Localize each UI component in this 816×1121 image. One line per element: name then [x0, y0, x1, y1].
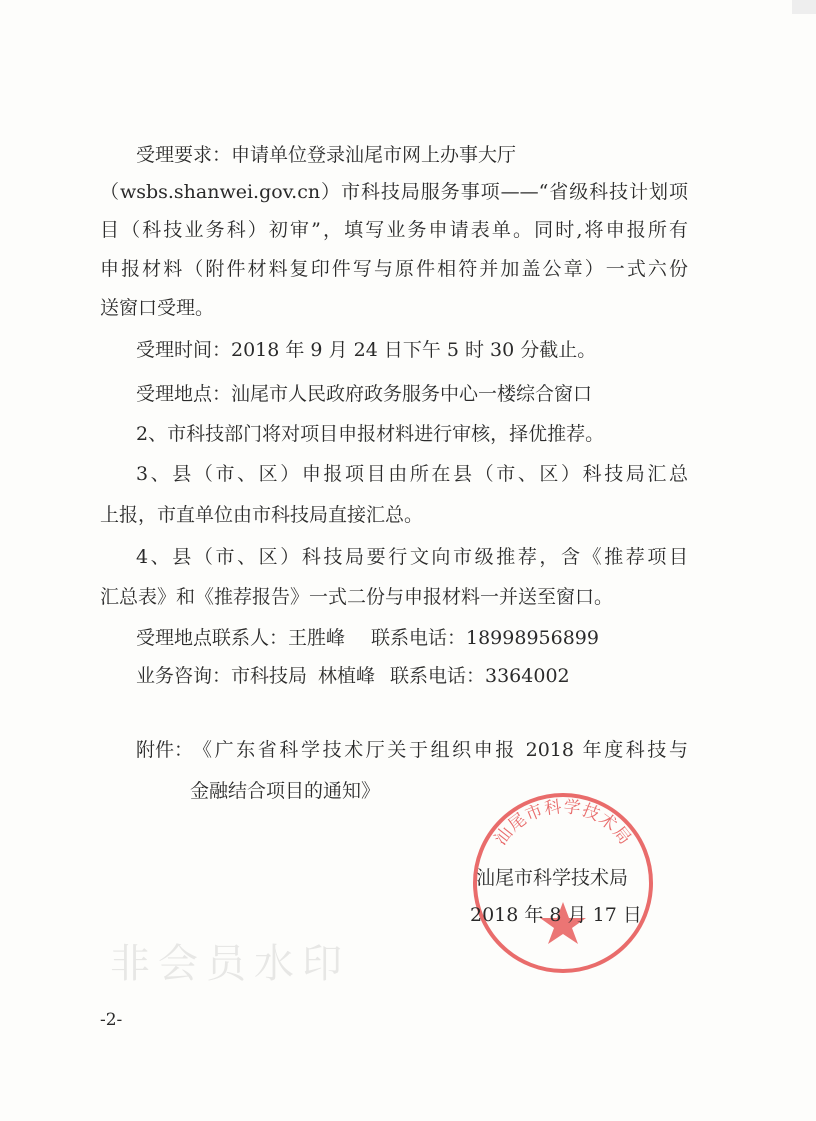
text-line: 受理地点：汕尾市人民政府政务服务中心一楼综合窗口	[136, 383, 593, 405]
attachment-label: 附件：	[136, 739, 194, 761]
text-line: 受理时间：2018 年 9 月 24 日下午 5 时 30 分截止。	[136, 339, 597, 361]
svg-text:汕尾市科学技术局	[491, 797, 636, 849]
consult-phone: 联系电话：3364002	[390, 665, 570, 687]
text-line: 4、县（市、区）科技局要行文向市级推荐，含《推荐项目	[136, 546, 688, 568]
watermark: 非会员水印	[110, 941, 350, 987]
attachment-title-cont: 金融结合项目的通知》	[190, 780, 381, 802]
text-line: 2、市科技部门将对项目申报材料进行审核，择优推荐。	[136, 423, 605, 445]
consult-dept: 业务咨询：市科技局	[136, 665, 308, 687]
text-line: 3、县（市、区）申报项目由所在县（市、区）科技局汇总	[136, 463, 688, 485]
signature-org: 汕尾市科学技术局	[476, 867, 629, 889]
text-line: （wsbs.shanwei.gov.cn）市科技局服务事项——“省级科技计划项	[100, 181, 688, 203]
text-line: 送窗口受理。	[100, 297, 215, 319]
text-line: 上报，市直单位由市科技局直接汇总。	[100, 504, 424, 526]
contact-person: 受理地点联系人：王胜峰	[136, 627, 346, 649]
scan-edge	[792, 0, 816, 14]
contact-phone: 联系电话：18998956899	[371, 627, 599, 649]
seal-text: 汕尾市科学技术局	[490, 797, 636, 850]
attachment-title: 《广东省科学技术厅关于组织申报 2018 年度科技与	[193, 739, 688, 761]
page-number: -2-	[100, 1010, 123, 1030]
text-line: 受理要求：申请单位登录汕尾市网上办事大厅	[136, 144, 517, 166]
text-line: 目（科技业务科）初审”，填写业务申请表单。同时,将申报所有	[100, 219, 688, 241]
consult-person: 林植峰	[318, 665, 376, 687]
text-line: 汇总表》和《推荐报告》一式二份与申报材料一并送至窗口。	[100, 586, 614, 608]
text-line: 申报材料（附件材料复印件写与原件相符并加盖公章）一式六份	[100, 258, 688, 280]
signature-date: 2018 年 8 月 17 日	[470, 904, 642, 926]
